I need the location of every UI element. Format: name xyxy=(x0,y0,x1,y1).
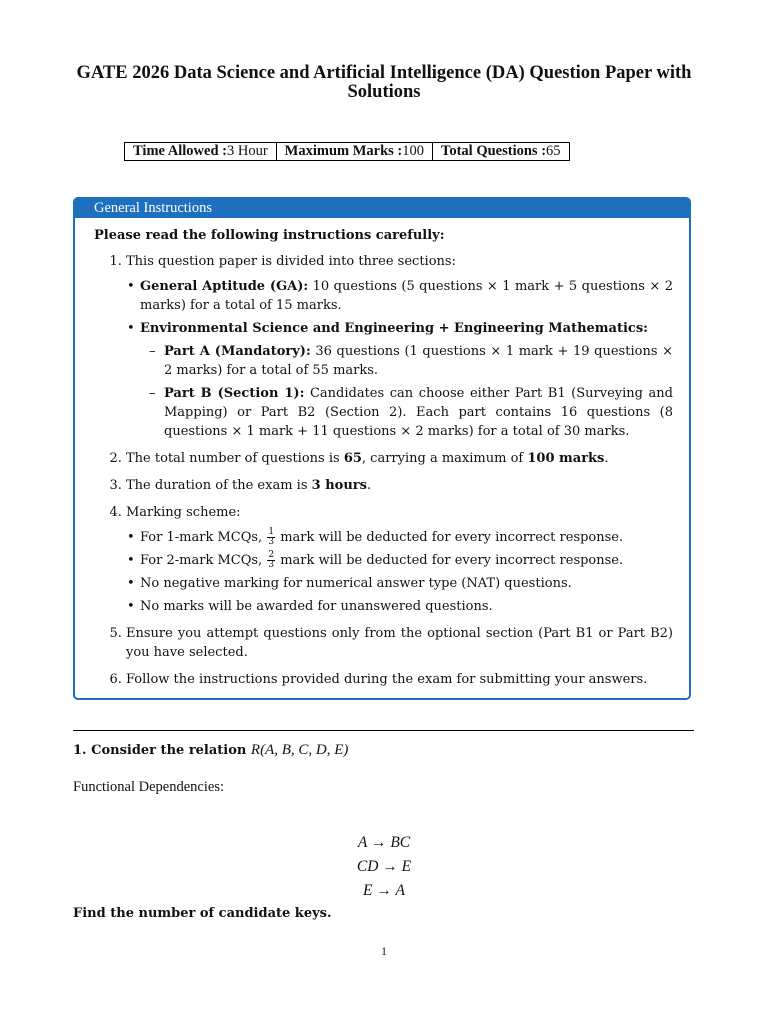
total-questions-cell xyxy=(432,143,569,160)
fraction-denominator: 3 xyxy=(268,537,275,547)
question-number-text: 1. Consider the relation xyxy=(73,743,247,758)
page-title: GATE 2026 Data Science and Artificial Intelligence (DA) Question Paper with Solutions xyxy=(76,63,692,102)
nat-rule: • No negative marking for numerical answer type (NAT) questions. xyxy=(140,574,673,593)
total-questions-text: The total number of questions is xyxy=(126,451,340,466)
general-instructions-box xyxy=(73,197,691,700)
part-a-text: 36 questions (1 questions × 1 mark + 19 questions × 2 marks) for a total of 55 marks. xyxy=(164,344,673,378)
time-allowed-label: Time Allowed : xyxy=(133,143,227,159)
item2-period: . xyxy=(604,451,609,466)
instruction-item-2 xyxy=(126,449,673,468)
fraction-denominator: 3 xyxy=(268,560,275,570)
part-b-label: Part B (Section 1): xyxy=(164,386,305,401)
instruction-item-6: 6. Follow the instructions provided during the exam for submitting your answers. xyxy=(126,670,673,689)
question-heading xyxy=(73,742,348,759)
exam-meta-table xyxy=(124,142,570,161)
marking-scheme-label: Marking scheme: xyxy=(126,505,241,520)
instruction-item-4 xyxy=(126,503,673,616)
part-b xyxy=(164,384,673,441)
ga-label: General Aptitude (GA): xyxy=(140,279,309,294)
fraction-two-thirds xyxy=(267,551,275,570)
total-questions-value: 65 xyxy=(546,143,561,159)
sections-list xyxy=(126,277,673,441)
max-marks-number: 100 marks xyxy=(527,451,605,466)
mcq2-pre: For 2-mark MCQs, xyxy=(140,553,263,568)
part-a xyxy=(164,342,673,380)
maximum-marks-cell xyxy=(276,143,432,160)
ese-label: Environmental Science and Engineering + Engineering Mathematics: xyxy=(140,321,648,336)
section-ga xyxy=(140,277,673,315)
time-allowed-cell xyxy=(125,143,276,160)
total-questions-label: Total Questions : xyxy=(441,143,547,159)
part-a-label: Part A (Mandatory): xyxy=(164,344,311,359)
instruction-item-1 xyxy=(126,252,673,441)
instruction-item-5: 5. Ensure you attempt questions only from the optional section (Part B1 or Part B2) you have selected. xyxy=(126,624,673,662)
maximum-marks-value: 100 xyxy=(402,143,425,159)
functional-dependencies-label: Functional Dependencies: xyxy=(73,779,224,795)
functional-dependency-2: CD → E xyxy=(356,858,412,875)
total-questions-number: 65 xyxy=(343,451,362,466)
section-ese xyxy=(140,319,673,441)
fraction-one-third xyxy=(267,528,275,547)
functional-dependency-3: E → A xyxy=(363,882,405,899)
section-divider xyxy=(73,730,694,731)
max-marks-text: , carrying a maximum of xyxy=(361,451,524,466)
mcq1-pre: For 1-mark MCQs, xyxy=(140,530,263,545)
time-allowed-value: 3 Hour xyxy=(226,143,268,159)
functional-dependency-1: A → BC xyxy=(357,834,411,851)
mcq1-post: mark will be deducted for every incorrect response. xyxy=(280,530,624,545)
relation-schema: R(A, B, C, D, E) xyxy=(250,742,349,758)
mcq1-rule xyxy=(140,528,673,547)
mcq2-rule xyxy=(140,551,673,570)
page-number: 1 xyxy=(381,944,387,958)
unanswered-rule: • No marks will be awarded for unanswered questions. xyxy=(140,597,673,616)
duration-text: The duration of the exam is xyxy=(126,478,308,493)
instruction-text-1: This question paper is divided into three sections: xyxy=(126,254,456,269)
question-prompt: Find the number of candidate keys. xyxy=(73,906,332,921)
maximum-marks-label: Maximum Marks : xyxy=(284,143,403,159)
part-b-text: Candidates can choose either Part B1 (Surveying and Mapping) or Part B2 (Section 2). Each part contains 16 questions (8 questions × 1 mark + 11 questions × 2 marks) for a total of 30 marks. xyxy=(164,386,673,439)
ga-text: 10 questions (5 questions × 1 mark + 5 questions × 2 marks) for a total of 15 marks. xyxy=(140,279,673,313)
duration-hours: 3 hours xyxy=(311,478,367,493)
instructions-lead: Please read the following instructions carefully: xyxy=(94,228,445,243)
mcq2-post: mark will be deducted for every incorrect response. xyxy=(280,553,624,568)
item3-period: . xyxy=(366,478,372,493)
fraction-numerator: 1 xyxy=(268,527,275,537)
fraction-numerator: 2 xyxy=(268,550,275,560)
instructions-header: General Instructions xyxy=(75,199,689,218)
instruction-item-3 xyxy=(126,476,673,495)
marking-scheme-list xyxy=(126,528,673,616)
parts-list xyxy=(140,342,673,441)
instructions-body xyxy=(75,218,689,689)
instructions-list xyxy=(94,252,673,689)
